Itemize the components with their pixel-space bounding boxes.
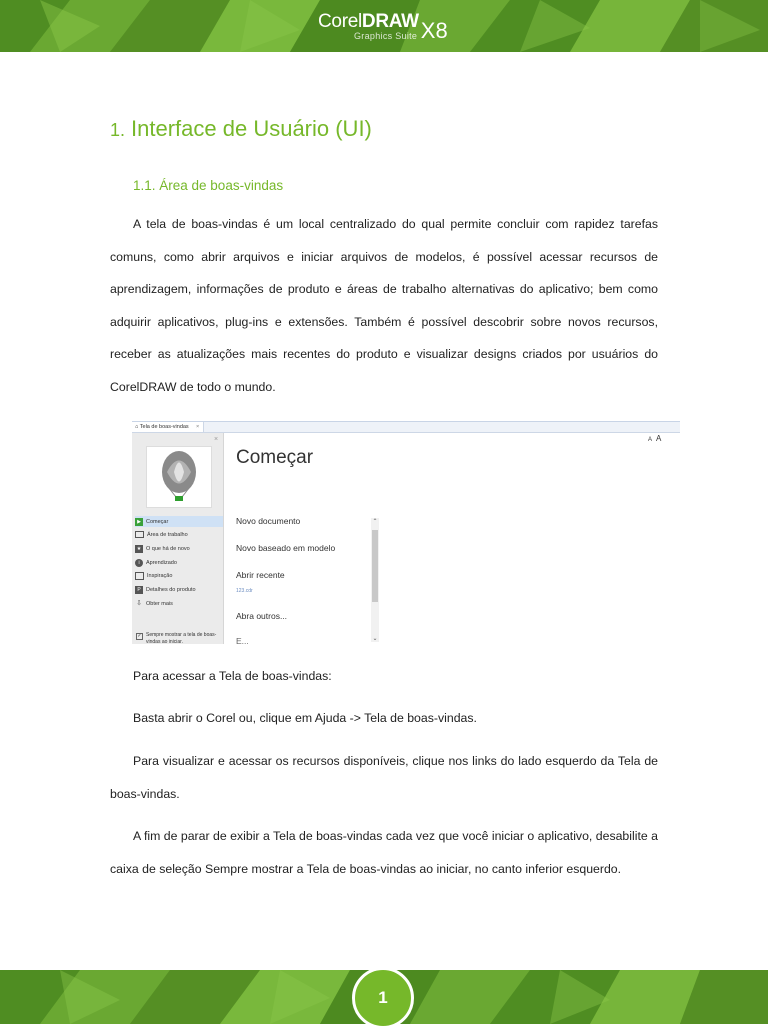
home-icon: ⌂ [135, 424, 140, 430]
recent-file-name: 123.cdr [236, 588, 253, 594]
scroll-down-icon: ⌄ [372, 636, 378, 642]
monitor-icon [135, 531, 144, 538]
paragraph-open-instructions: Basta abrir o Corel ou, clique em Ajuda -> Tela de boas-vindas. [133, 711, 477, 725]
font-size-controls [648, 434, 661, 443]
play-icon: ▶ [135, 518, 143, 526]
product-icon: P [135, 586, 143, 594]
logo-brand: CorelDRAW [318, 11, 419, 32]
welcome-screen-screenshot [132, 421, 680, 644]
info-icon: i [135, 559, 143, 567]
star-icon: ★ [136, 545, 142, 552]
checkmark-icon: ✓ [137, 633, 142, 639]
link-cut-off: E... [236, 636, 249, 644]
nav-item-inspiracao: Inspiração [135, 570, 223, 581]
nav-item-area-de-trabalho: Área de trabalho [135, 529, 223, 540]
nav-item-aprendizado: i Aprendizado [135, 557, 223, 568]
nav-item-detalhes-do-produto: P Detalhes do produto [135, 584, 223, 595]
sidebar-close-icon: × [214, 436, 219, 443]
logo-version: X8 [420, 18, 448, 43]
paragraph-resources: Para visualizar e acessar os recursos disponíveis, clique nos links do lado esquerdo da Tela de boas-vindas. [110, 754, 658, 801]
logo-suite: Graphics Suite [354, 31, 418, 41]
paragraph-disable: A fim de parar de exibir a Tela de boas-vindas cada vez que você iniciar o aplicativo, desabilite a caixa de seleção Sempre mostrar a Tela de boas-vindas ao iniciar, no canto inferior esquerdo. [110, 829, 658, 876]
startup-checkbox-label: Sempre mostrar a tela de boas-vindas ao iniciar. [146, 632, 217, 644]
balloon-logo [146, 446, 212, 508]
section-number: 1. [110, 120, 126, 140]
nav-item-obter-mais: ⇩ Obter mais [136, 599, 173, 607]
coreldraw-logo [318, 9, 448, 43]
paragraph-access: Para acessar a Tela de boas-vindas: [133, 669, 332, 683]
page-number-badge: 1 [352, 967, 414, 1029]
link-new-document: Novo documento [236, 516, 301, 526]
screenshot-sidebar [132, 433, 224, 644]
link-open-other: Abra outros... [236, 611, 288, 621]
header-banner [0, 0, 768, 52]
download-icon: ⇩ [136, 599, 142, 607]
link-new-from-template: Novo baseado em modelo [236, 543, 336, 553]
decrease-font-icon: A [648, 437, 653, 443]
startup-checkbox-row [136, 632, 221, 644]
tab-close-icon: × [196, 424, 200, 430]
nav-item-o-que-ha-de-novo: ★ O que há de novo [136, 545, 190, 552]
section-title: Interface de Usuário (UI) [131, 116, 372, 141]
section-heading [110, 116, 372, 142]
screenshot-scrollbar [371, 518, 379, 642]
subsection-heading: 1.1. Área de boas-vindas [133, 178, 284, 193]
scroll-up-icon: ⌃ [372, 519, 378, 525]
scrollbar-thumb [372, 530, 378, 602]
screenshot-main-title: Começar [236, 447, 314, 468]
balloon-icon [147, 447, 211, 507]
screenshot-tab: ⌂ Tela de boas-vindas [132, 422, 204, 432]
nav-item-comecar: ▶ Começar [135, 516, 223, 527]
screenshot-tab-bar [132, 422, 680, 433]
paragraph-intro: A tela de boas-vindas é um local centralizado do qual permite concluir com rapidez tarefas comuns, como abrir arquivos e iniciar arquivos de modelos, é possível acessar recursos de aprendizagem, informações de produto e áreas de trabalho alternativas do aplicativo; bem como adquirir aplicativos, plug-ins e extensões. Também é possível descobrir sobre novos recursos, receber as atualizações mais recentes do produto e visualizar designs criados por usuários do CorelDRAW de todo o mundo. [110, 217, 658, 394]
link-open-recent: Abrir recente [236, 570, 285, 580]
image-icon [135, 572, 144, 580]
increase-font-icon: A [656, 434, 662, 443]
